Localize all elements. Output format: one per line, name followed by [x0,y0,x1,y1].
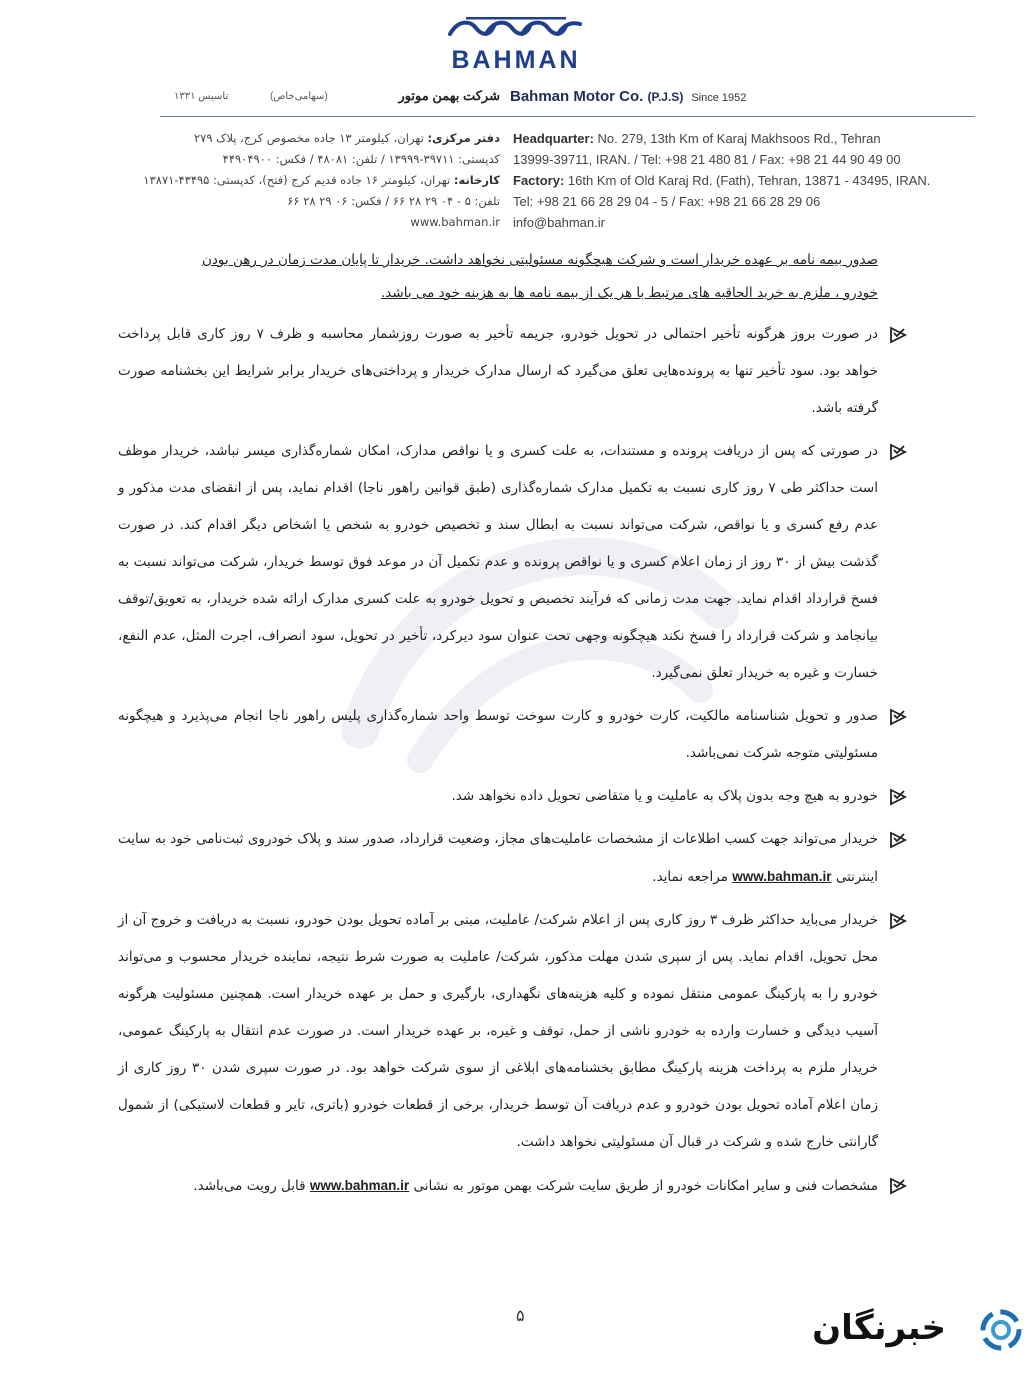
bullet-text: در صورت بروز هرگونه تأخیر احتمالی در تحویل خودرو، جریمه تأخیر به صورت روزشمار محاسبه و ظرف ۷ روز کاری قابل پرداخت خواهد بود. سود تأخیر تنها به پرونده‌هایی تعلق می‌گیرد که ارسال مدارک خریدار و پرداختی‌های خریدار برابر شرایط این بخشنامه صورت گرفته باشد. [118,326,879,416]
company-type: (سهامی‌خاص) [270,91,328,102]
company-name-fa: شرکت بهمن موتور [398,88,500,103]
bullet-item [118,698,910,772]
checkmark-arrow-icon [888,829,910,851]
bullet-tail: قابل رویت می‌باشد. [193,1178,306,1194]
factory-line1-fa: تهران، کیلومتر ۱۶ جاده قدیم کرج (فتح)، کدپستی: ۴۳۴۹۵-۱۳۸۷۱ [143,173,451,187]
checkmark-arrow-icon [888,786,910,808]
checkmark-arrow-icon [888,910,910,932]
bullet-item [118,1167,910,1205]
company-row [160,88,830,112]
checkmark-arrow-icon [888,324,910,346]
factory-label-en: Factory: [513,173,565,188]
since-year: Since 1952 [691,92,747,104]
company-name-en-text: Bahman Motor Co. [510,88,644,105]
bullet-text: خریدار می‌تواند جهت کسب اطلاعات از مشخصات عاملیت‌های مجاز، وضعیت قرارداد، صدور سند و پلاک خودروی ثبت‌نامی خود به سایت اینترنتی [118,831,878,885]
company-name-en [510,88,746,105]
bahman-logo-mark [446,14,586,42]
header-divider [160,116,975,117]
bullet-item [118,902,910,1161]
document-body [118,244,910,1205]
hq-label-fa: دفتر مرکزی: [427,131,500,145]
bullet-text: خودرو به هیچ وجه بدون پلاک به عاملیت و یا متقاضی تحویل داده نخواهد شد. [451,788,878,804]
hq-line2-en: 13999-39711, IRAN. / Tel: +98 21 480 81 / Fax: +98 21 44 90 49 00 [513,152,901,167]
checkmark-arrow-icon [888,706,910,728]
established-year: تاسیس ۱۳۳۱ [174,91,229,102]
page-number: ۵ [516,1306,525,1325]
factory-line2-fa: تلفن: ۵ - ۰۴ ۲۹ ۲۸ ۶۶ / فکس: ۰۶ ۲۹ ۲۸ ۶۶ [287,194,500,208]
bullet-text: در صورتی که پس از دریافت پرونده و مستندات، به علت کسری و یا نواقص مدارک، امکان شماره‌گذاری میسر نباشد، خریدار موظف است حداکثر طی ۷ روز کاری نسبت به تکمیل مدارک شماره‌گذاری (طبق قوانین راهور ناجا) اقدام نماید، پس از انقضای مدت مذکور و عدم رفع کسری و یا نواقص، شرکت می‌تواند نسبت به ابطال سند و تخصیص خودرو به شخص یا اشخاص دیگر اقدام کند. در صورت گذشت بیش از ۳۰ روز از زمان اعلام کسری و یا نواقص پرونده و عدم تکمیل آن در موعد فوق توسط خریدار، شرکت می‌تواند نسبت به فسخ قرارداد اقدام نماید. جهت مدت زمانی که فرآیند تخصیص و تحویل خودرو به علت کسری مدارک ارائه شده خریدار، به تعویق/توقف بیانجامد و شرکت قرارداد را فسخ نکند هیچگونه وجهی تحت عنوان سود دیرکرد، تأخیر در تحویل، سود انصراف، اجرت المثل، عدم النفع، خسارت و غیره به خریدار تعلق نمی‌گیرد. [118,443,878,681]
bahman-logo-text: BAHMAN [451,46,581,74]
continuation-paragraph [118,244,910,310]
bullet-text: صدور و تحویل شناسنامه مالکیت، کارت خودرو و کارت سوخت توسط واحد شماره‌گذاری پلیس راهور ناجا انجام می‌پذیرد و هیچگونه مسئولیتی متوجه شرکت نمی‌باشد. [118,708,878,761]
hq-line1-en: No. 279, 13th Km of Karaj Makhsoos Rd., Tehran [597,131,881,146]
bullet-item [118,821,910,896]
bullet-item [118,778,910,815]
bahman-website-link[interactable]: www.bahman.ir [309,1178,410,1193]
factory-line2-en: Tel: +98 21 66 28 29 04 - 5 / Fax: +98 21 66 28 29 06 [513,194,821,209]
address-fa [60,128,500,233]
website-fa-header[interactable]: www.bahman.ir [410,215,500,229]
email-address[interactable]: info@bahman.ir [513,215,605,230]
bullet-tail: مراجعه نماید. [652,869,728,885]
bullet-item [118,316,910,427]
hq-line1-fa: تهران، کیلومتر ۱۳ جاده مخصوص کرج، پلاک ۲۷۹ [193,131,424,145]
bahman-website-link[interactable]: www.bahman.ir [732,869,832,884]
checkmark-arrow-icon [888,441,910,463]
corner-logo-text: خبرنگان [812,1308,946,1348]
continuation-line1: صدور بیمه نامه بر عهده خریدار است و شرکت هیچگونه مسئولیتی نخواهد داشت. خریدار تا پایان مدت زمان در رهن بودن [202,252,878,268]
company-suffix: (P.J.S) [647,90,684,104]
checkmark-arrow-icon [888,1175,910,1197]
factory-label-fa: کارخانه: [453,173,500,187]
bullet-item [118,433,910,692]
continuation-line2: خودرو ، ملزم به خرید الحاقیه های مرتبط با هر یک از بیمه نامه ها به هزینه خود می باشد. [381,285,878,301]
hq-line2-fa: کدپستی: ۳۹۷۱۱-۱۳۹۹۹ / تلفن: ۴۸۰۸۱ / فکس: ۴۴۹۰۴۹۰۰ [222,152,500,166]
hq-label-en: Headquarter: [513,131,594,146]
address-en [513,128,983,233]
bullet-text: مشخصات فنی و سایر امکانات خودرو از طریق سایت شرکت بهمن موتور به نشانی [413,1178,878,1194]
factory-line1-en: 16th Km of Old Karaj Rd. (Fath), Tehran, 13871 - 43495, IRAN. [567,173,931,188]
bullet-text: خریدار می‌باید حداکثر ظرف ۳ روز کاری پس از اعلام شرکت/ عاملیت، مبنی بر آماده تحویل بودن خودرو، نسبت به دریافت و خروج آن از محل تحویل، اقدام نماید. پس از سپری شدن مهلت مذکور، شرکت/ عاملیت به صورت شرط نتیجه، نماینده خریدار محسوب و می‌تواند خودرو را به پارکینگ عمومی منتقل نموده و کلیه هزینه‌های نگهداری، بارگیری و حمل بر عهده خریدار است. همچنین مسئولیت هرگونه آسیب دیدگی و خسارت وارده به خودرو ناشی از حمل، توقف و غیره، بر عهده خریدار است. در صورت عدم انتقال به پارکینگ عمومی، خریدار ملزم به پرداخت هزینه پارکینگ مطابق بخشنامه‌های ابلاغی از سوی شرکت خواهد بود. در صورت سپری شدن ۳۰ روز کاری از زمان اعلام آماده تحویل بودن خودرو و عدم دریافت آن توسط خریدار، برخی از قطعات خودرو (باتری، تایر و قطعات لاستیکی) از شمول گارانتی خارج شده و شرکت در قبال آن مسئولیتی نخواهد داشت. [118,912,878,1150]
